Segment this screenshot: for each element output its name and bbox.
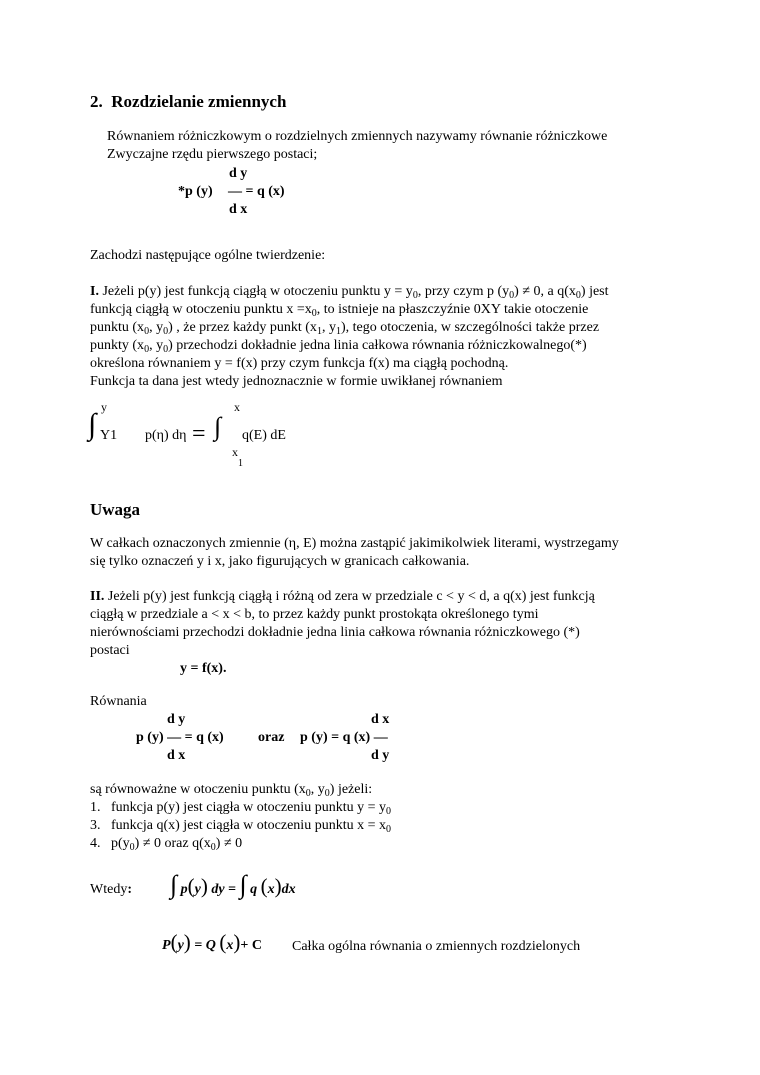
list-item-number: 1.	[90, 800, 101, 815]
eq-star-lhs: *p (y)	[178, 184, 213, 199]
intro-line-1: Równaniem różniczkowym o rozdzielnych zmiennych nazywamy równanie różniczkowe	[107, 129, 608, 144]
section-title: Rozdzielanie zmiennych	[111, 92, 287, 111]
eq-left-denominator: d x	[167, 748, 186, 763]
var-x: x	[267, 882, 275, 897]
integrand-1: p(η) dη	[145, 428, 187, 443]
integrand-2: q(E) dE	[242, 428, 286, 443]
theorem1-text: , to istnieje na płaszczyźnie 0XY takie otoczenie	[316, 302, 589, 317]
theorem1-line-5: określona równaniem y = f(x) przy czym funkcja f(x) ma ciągłą pochodną.	[90, 356, 509, 371]
theorem1-line-1	[90, 284, 609, 300]
theorem1-text: , y	[149, 338, 164, 353]
theorem1-text: ) przechodzi dokładnie jedna linia całkowa równania różniczkowalnego(*)	[168, 338, 587, 353]
theorem2-line-4: postaci	[90, 643, 130, 658]
equals-sign: =	[192, 421, 206, 447]
subscript: 0	[210, 842, 216, 853]
plus-C: + C	[240, 938, 262, 953]
eq-right-middle: p (y) = q (x) —	[300, 730, 388, 745]
subscript: 0	[324, 788, 330, 799]
section-heading	[90, 92, 286, 112]
equals-Q: = Q	[194, 938, 216, 953]
paren-close: )	[274, 874, 282, 898]
equivalence-text: , y	[310, 782, 325, 797]
theorem1-text: , y	[321, 320, 336, 335]
paren-open: (	[170, 930, 178, 954]
theorem1-label: I.	[90, 284, 99, 299]
subscript: 1	[316, 326, 322, 337]
list-item-text: ) ≠ 0	[215, 836, 243, 851]
paren-open: (	[260, 874, 268, 898]
remark-line-2: się tylko oznaczeń y i x, jako figurujących w granicach całkowania.	[90, 554, 470, 569]
paren-open: (	[187, 874, 195, 898]
subscript: 0	[385, 806, 391, 817]
list-item	[90, 836, 242, 852]
func-P: P	[162, 938, 171, 953]
list-item	[90, 818, 391, 834]
remark-title: Uwaga	[90, 500, 141, 519]
theorem2-line-1	[90, 589, 595, 605]
subscript: 0	[144, 326, 150, 337]
wtedy-colon: :	[127, 882, 132, 897]
integral2-lower-limit: x	[232, 445, 238, 459]
intro-line-2: Zwyczajne rzędu pierwszego postaci;	[107, 147, 318, 162]
theorem2-line-3: nierównościami przechodzi dokładnie jedna linia całkowa równania różniczkowego (*)	[90, 625, 580, 640]
integral1-lower-limit: Y1	[100, 428, 118, 443]
func-q: q	[250, 882, 258, 897]
theorem1-text: Jeżeli p(y) jest funkcją ciągłą w otoczeniu punktu y = y	[98, 284, 413, 299]
var-y: y	[194, 882, 201, 897]
list-item-text: ) ≠ 0 oraz q(x	[134, 836, 211, 851]
subscript: 0	[575, 290, 581, 301]
section-number: 2.	[90, 92, 103, 111]
theorem1-text: , przy czym p (y	[417, 284, 510, 299]
integral2-upper-limit: x	[234, 400, 240, 414]
theorem1-text: , y	[149, 320, 164, 335]
theorem2-line-2: ciągłą w przedziale a < x < b, to przez każdy punkt prostokąta określonego tymi	[90, 607, 539, 622]
list-item	[90, 800, 391, 816]
list-item-number: 3.	[90, 818, 101, 833]
integral-sign: ∫	[170, 870, 178, 899]
theorem1-text: punkty (x	[90, 338, 145, 353]
theorem-intro: Zachodzi następujące ogólne twierdzenie:	[90, 248, 326, 263]
eq-right-denominator: d y	[371, 748, 390, 763]
subscript: 0	[311, 308, 317, 319]
remark-line-1: W całkach oznaczonych zmiennie (η, E) można zastąpić jakimikolwiek literami, wystrzegamy	[90, 536, 619, 551]
integral2-lower-limit-sub: 1	[238, 458, 243, 469]
subscript: 0	[412, 290, 418, 301]
list-item-text: p(y	[111, 836, 130, 851]
theorem2-label: II.	[90, 589, 105, 604]
integral1-upper-limit: y	[101, 400, 107, 414]
eq-left-middle: p (y) — = q (x)	[136, 730, 224, 745]
integral-sign: ∫	[214, 412, 222, 441]
equations-label: Równania	[90, 694, 147, 709]
theorem1-line-3	[90, 320, 599, 336]
subscript: 0	[144, 344, 150, 355]
subscript: 0	[129, 842, 135, 853]
theorem1-text: ), tego otoczenia, w szczególności także przez	[340, 320, 600, 335]
eq-star-rhs: — = q (x)	[228, 184, 285, 199]
list-item-text: funkcja q(x) jest ciągła w otoczeniu punktu x = x	[111, 818, 386, 833]
paren-open: (	[219, 930, 227, 954]
integral-sign: ∫	[88, 408, 97, 441]
list-item-number: 4.	[90, 836, 101, 851]
subscript: 0	[385, 824, 391, 835]
eq-star-numerator: d y	[229, 166, 248, 181]
paren-close: )	[233, 930, 241, 954]
func-p: p	[180, 882, 188, 897]
general-solution	[162, 932, 262, 954]
dx: dx	[281, 882, 296, 897]
theorem1-line-2	[90, 302, 588, 318]
theorem2-text: Jeżeli p(y) jest funkcją ciągłą i różną od zera w przedziale c < y < d, a q(x) jest funkcją	[104, 589, 595, 604]
list-item-text: funkcja p(y) jest ciągła w otoczeniu punktu y = y	[111, 800, 386, 815]
theorem1-text: punktu (x	[90, 320, 145, 335]
wtedy-label	[90, 882, 132, 898]
theorem1-line-6: Funkcja ta dana jest wtedy jednoznacznie w formie uwikłanej równaniem	[90, 374, 503, 389]
separated-integral-equation	[170, 872, 296, 898]
eq-oraz: oraz	[258, 730, 285, 745]
equivalence-text: ) jeżeli:	[329, 782, 373, 797]
subscript: 1	[335, 326, 341, 337]
equivalence-intro	[90, 782, 372, 798]
integral-sign: ∫	[239, 870, 247, 899]
paren-close: )	[183, 930, 191, 954]
dy-equals: dy =	[211, 882, 237, 897]
theorem1-text: funkcją ciągłą w otoczeniu punktu x =x	[90, 302, 312, 317]
theorem1-text: ) jest	[580, 284, 609, 299]
wtedy-text: Wtedy	[90, 882, 128, 897]
theorem2-equation: y = f(x).	[180, 661, 227, 676]
theorem1-line-4	[90, 338, 587, 354]
paren-close: )	[200, 874, 208, 898]
subscript: 0	[163, 344, 169, 355]
general-solution-caption: Całka ogólna równania o zmiennych rozdzielonych	[292, 939, 581, 954]
var-x: x	[226, 938, 234, 953]
eq-left-numerator: d y	[167, 712, 186, 727]
subscript: 0	[305, 788, 311, 799]
var-y: y	[177, 938, 184, 953]
equivalence-text: są równoważne w otoczeniu punktu (x	[90, 782, 306, 797]
theorem1-text: ) , że przez każdy punkt (x	[168, 320, 317, 335]
eq-star-denominator: d x	[229, 202, 248, 217]
subscript: 0	[163, 326, 169, 337]
subscript: 0	[509, 290, 515, 301]
theorem1-text: ) ≠ 0, a q(x	[514, 284, 576, 299]
eq-right-numerator: d x	[371, 712, 390, 727]
